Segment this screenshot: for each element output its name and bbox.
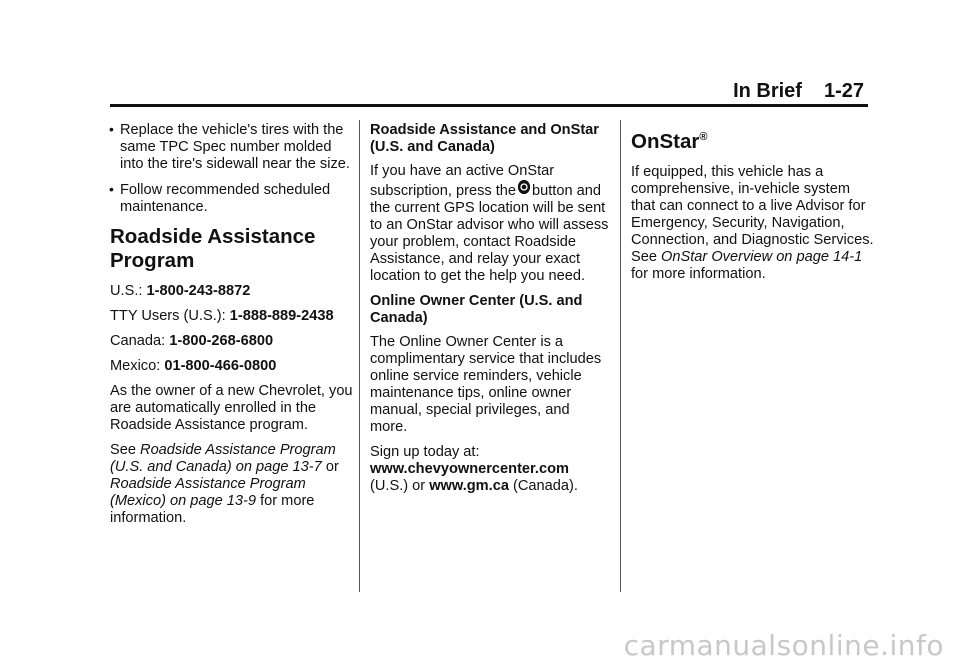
subheading: Online Owner Center (U.S. and Canada) (370, 293, 583, 326)
reference-link[interactable]: Roadside Assistance Program (Mexico) on page 13-9 (110, 476, 306, 509)
paragraph: The Online Owner Center is a complimentary service that includes online service reminders, vehicle maintenance tips, online owner manual, special privileges, and more. (370, 334, 602, 435)
bullet-item: • Replace the vehicle's tires with the same TPC Spec number molded into the tire's sidewall near the size. (110, 122, 355, 173)
column-1 (110, 122, 355, 535)
page-header (733, 80, 864, 103)
page-number: 1-27 (823, 80, 864, 102)
paragraph: As the owner of a new Chevrolet, you are automatically enrolled in the Roadside Assistance program. (110, 383, 353, 433)
bullet-item: • Follow recommended scheduled maintenance. (110, 182, 355, 216)
section-heading: OnStar® (631, 130, 708, 153)
column-divider-1 (359, 120, 360, 592)
phone-canada: Canada: 1-800-268-6800 (110, 333, 274, 349)
phone-mexico: Mexico: 01-800-466-0800 (110, 358, 277, 374)
url-link[interactable]: www.chevyownercenter.com (370, 461, 569, 477)
section-heading: Roadside Assistance Program (110, 225, 316, 272)
reference-link[interactable]: OnStar Overview on page 14-1 (661, 249, 863, 265)
paragraph: If equipped, this vehicle has a comprehensive, in-vehicle system that can connect to a live Advisor for Emergency, Security, Navigation, Connection, and Diagnostic Services. See OnStar Overview on page 14-1 for more information. (631, 164, 874, 282)
section-title: In Brief (733, 80, 802, 102)
see-reference: See Roadside Assistance Program (U.S. and Canada) on page 13-7 or Roadside Assistance Program (Mexico) on page 13-9 for more information. (110, 442, 339, 526)
header-rule (110, 104, 868, 107)
column-2 (370, 122, 610, 503)
phone-tty: TTY Users (U.S.): 1-888-889-2438 (110, 308, 334, 324)
watermark: carmanualsonline.info (623, 629, 944, 662)
column-divider-2 (620, 120, 621, 592)
subheading: Roadside Assistance and OnStar (U.S. and Canada) (370, 122, 599, 155)
onstar-button-icon (518, 180, 530, 194)
signup: Sign up today at: www.chevyownercenter.com (U.S.) or www.gm.ca (Canada). (370, 444, 578, 494)
paragraph: If you have an active OnStar subscription, press the button and the current GPS location will be sent to an OnStar advisor who will assess your problem, contact Roadside Assistance, and relay your exact location to get the help you need. (370, 163, 609, 284)
column-3 (631, 122, 876, 291)
reference-link[interactable]: Roadside Assistance Program (U.S. and Canada) on page 13-7 (110, 442, 336, 475)
phone-us: U.S.: 1-800-243-8872 (110, 283, 251, 299)
url-link[interactable]: www.gm.ca (429, 478, 509, 494)
